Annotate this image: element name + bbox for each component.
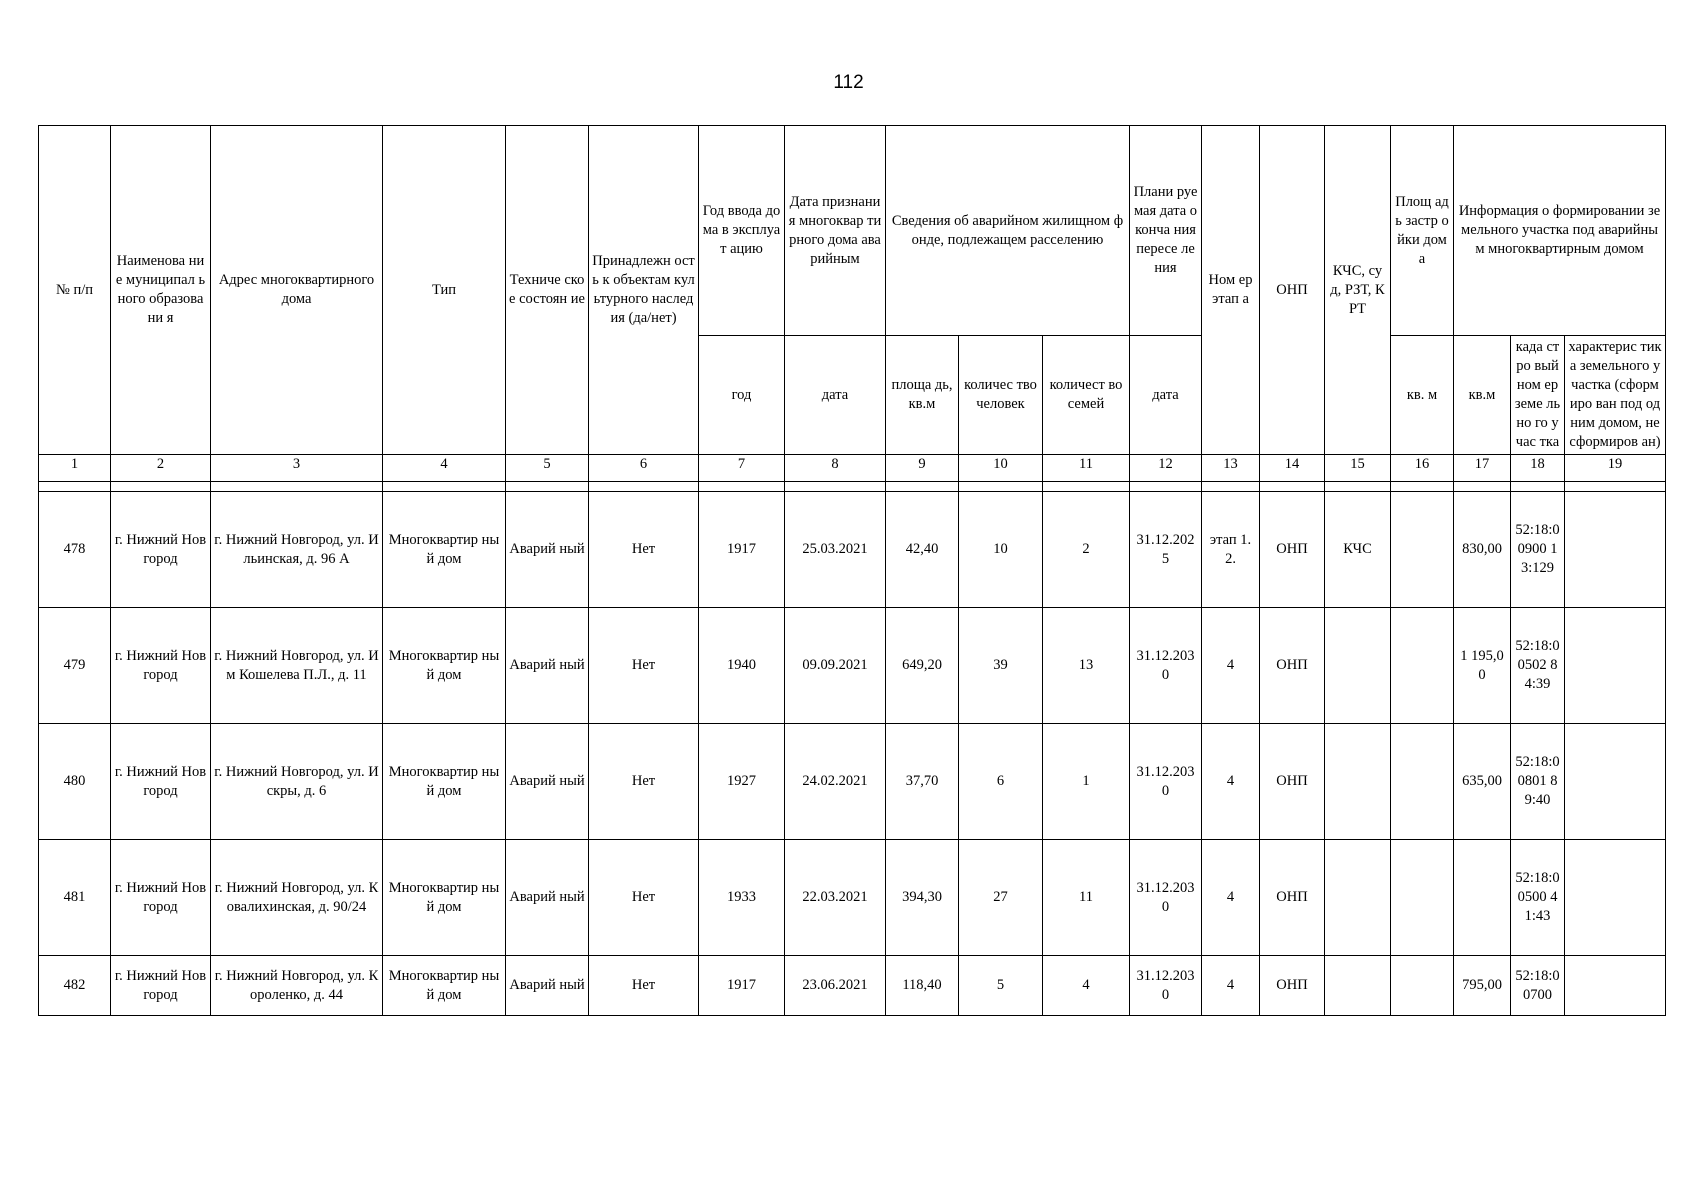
cell-onp: ОНП bbox=[1260, 724, 1325, 840]
cell-built-area bbox=[1391, 956, 1454, 1016]
cell-families: 1 bbox=[1043, 724, 1130, 840]
cell-type: Многоквартир ный дом bbox=[383, 608, 506, 724]
cell-plan-date: 31.12.2025 bbox=[1130, 492, 1202, 608]
column-number: 6 bbox=[589, 455, 699, 482]
cell-address: г. Нижний Новгород, ул. Искры, д. 6 bbox=[211, 724, 383, 840]
cell-no: 482 bbox=[39, 956, 111, 1016]
column-number: 9 bbox=[886, 455, 959, 482]
header-emergency-info: Сведения об аварийном жилищном фонде, подлежащем расселению bbox=[886, 126, 1130, 336]
header-row-main bbox=[39, 126, 1666, 336]
cell-stage: этап 1.2. bbox=[1202, 492, 1260, 608]
cell-onp: ОНП bbox=[1260, 608, 1325, 724]
cell-stage: 4 bbox=[1202, 956, 1260, 1016]
column-number-row bbox=[39, 455, 1666, 482]
cell-land-char bbox=[1565, 608, 1666, 724]
cell-address: г. Нижний Новгород, ул. Им Кошелева П.Л., д. 11 bbox=[211, 608, 383, 724]
column-number: 13 bbox=[1202, 455, 1260, 482]
header-address: Адрес многоквартирного дома bbox=[211, 126, 383, 455]
cell-land-area: 1 195,00 bbox=[1454, 608, 1511, 724]
cell-date: 09.09.2021 bbox=[785, 608, 886, 724]
cell-land-char bbox=[1565, 956, 1666, 1016]
column-number: 7 bbox=[699, 455, 785, 482]
cell-heritage: Нет bbox=[589, 608, 699, 724]
header-built-area: Площ адь застр ойки дома bbox=[1391, 126, 1454, 336]
subheader-people: количес тво человек bbox=[959, 336, 1043, 455]
column-number: 1 bbox=[39, 455, 111, 482]
cell-plan-date: 31.12.2030 bbox=[1130, 724, 1202, 840]
cell-condition: Аварий ный bbox=[506, 840, 589, 956]
cell-cadastral: 52:18:00502 84:39 bbox=[1511, 608, 1565, 724]
cell-land-char bbox=[1565, 724, 1666, 840]
cell-cadastral: 52:18:00900 13:129 bbox=[1511, 492, 1565, 608]
cell-plan-date: 31.12.2030 bbox=[1130, 608, 1202, 724]
cell-area: 118,40 bbox=[886, 956, 959, 1016]
cell-year: 1917 bbox=[699, 492, 785, 608]
column-number: 3 bbox=[211, 455, 383, 482]
cell-condition: Аварий ный bbox=[506, 724, 589, 840]
cell-date: 24.02.2021 bbox=[785, 724, 886, 840]
subheader-plan-date: дата bbox=[1130, 336, 1202, 455]
column-number: 10 bbox=[959, 455, 1043, 482]
cell-land-area: 635,00 bbox=[1454, 724, 1511, 840]
header-kchs: КЧС, суд, РЗТ, КРТ bbox=[1325, 126, 1391, 455]
subheader-land-area-unit: кв.м bbox=[1454, 336, 1511, 455]
page-number: 112 bbox=[833, 72, 864, 93]
cell-address: г. Нижний Новгород, ул. Короленко, д. 44 bbox=[211, 956, 383, 1016]
subheader-date: дата bbox=[785, 336, 886, 455]
cell-onp: ОНП bbox=[1260, 492, 1325, 608]
cell-municipality: г. Нижний Новгород bbox=[111, 608, 211, 724]
column-number: 12 bbox=[1130, 455, 1202, 482]
cell-heritage: Нет bbox=[589, 724, 699, 840]
cell-people: 39 bbox=[959, 608, 1043, 724]
column-number: 19 bbox=[1565, 455, 1666, 482]
subheader-year: год bbox=[699, 336, 785, 455]
column-number: 11 bbox=[1043, 455, 1130, 482]
cell-type: Многоквартир ный дом bbox=[383, 840, 506, 956]
column-number: 18 bbox=[1511, 455, 1565, 482]
header-type: Тип bbox=[383, 126, 506, 455]
cell-address: г. Нижний Новгород, ул. Ковалихинская, д. 90/24 bbox=[211, 840, 383, 956]
cell-date: 23.06.2021 bbox=[785, 956, 886, 1016]
cell-people: 6 bbox=[959, 724, 1043, 840]
emergency-housing-table bbox=[38, 125, 1666, 1016]
header-date-recognized: Дата признания многоквар тирного дома аварийным bbox=[785, 126, 886, 336]
cell-area: 649,20 bbox=[886, 608, 959, 724]
subheader-area: площа дь, кв.м bbox=[886, 336, 959, 455]
cell-year: 1933 bbox=[699, 840, 785, 956]
cell-condition: Аварий ный bbox=[506, 492, 589, 608]
cell-families: 13 bbox=[1043, 608, 1130, 724]
column-number: 16 bbox=[1391, 455, 1454, 482]
cell-cadastral: 52:18:00700 bbox=[1511, 956, 1565, 1016]
table-row bbox=[39, 608, 1666, 724]
cell-plan-date: 31.12.2030 bbox=[1130, 956, 1202, 1016]
cell-no: 480 bbox=[39, 724, 111, 840]
cell-municipality: г. Нижний Новгород bbox=[111, 724, 211, 840]
cell-heritage: Нет bbox=[589, 840, 699, 956]
header-onp: ОНП bbox=[1260, 126, 1325, 455]
cell-cadastral: 52:18:00500 41:43 bbox=[1511, 840, 1565, 956]
cell-built-area bbox=[1391, 724, 1454, 840]
cell-area: 394,30 bbox=[886, 840, 959, 956]
cell-condition: Аварий ный bbox=[506, 608, 589, 724]
header-no: № п/п bbox=[39, 126, 111, 455]
cell-built-area bbox=[1391, 492, 1454, 608]
subheader-built-area-unit: кв. м bbox=[1391, 336, 1454, 455]
header-land-char: характерис тика земельного участка (сформиро ван под одним домом, не сформиров ан) bbox=[1565, 336, 1666, 455]
cell-families: 2 bbox=[1043, 492, 1130, 608]
cell-municipality: г. Нижний Новгород bbox=[111, 840, 211, 956]
cell-area: 42,40 bbox=[886, 492, 959, 608]
table-row bbox=[39, 956, 1666, 1016]
cell-type: Многоквартир ный дом bbox=[383, 492, 506, 608]
cell-condition: Аварий ный bbox=[506, 956, 589, 1016]
cell-no: 479 bbox=[39, 608, 111, 724]
cell-families: 11 bbox=[1043, 840, 1130, 956]
cell-cadastral: 52:18:00801 89:40 bbox=[1511, 724, 1565, 840]
cell-land-area: 795,00 bbox=[1454, 956, 1511, 1016]
cell-people: 27 bbox=[959, 840, 1043, 956]
cell-area: 37,70 bbox=[886, 724, 959, 840]
cell-year: 1927 bbox=[699, 724, 785, 840]
cell-heritage: Нет bbox=[589, 492, 699, 608]
cell-municipality: г. Нижний Новгород bbox=[111, 492, 211, 608]
column-number: 5 bbox=[506, 455, 589, 482]
subheader-families: количест во семей bbox=[1043, 336, 1130, 455]
header-cadastral: када стро вый ном ер земе льно го учас тка bbox=[1511, 336, 1565, 455]
header-planned-date: Плани руемая дата оконча ния пересе ления bbox=[1130, 126, 1202, 336]
cell-onp: ОНП bbox=[1260, 840, 1325, 956]
cell-kchs bbox=[1325, 956, 1391, 1016]
cell-land-char bbox=[1565, 492, 1666, 608]
cell-municipality: г. Нижний Новгород bbox=[111, 956, 211, 1016]
cell-kchs bbox=[1325, 608, 1391, 724]
header-land-info: Информация о формировании земельного участка под аварийным многоквартирным домом bbox=[1454, 126, 1666, 336]
header-year-built: Год ввода дома в эксплуат ацию bbox=[699, 126, 785, 336]
cell-date: 22.03.2021 bbox=[785, 840, 886, 956]
cell-stage: 4 bbox=[1202, 608, 1260, 724]
cell-type: Многоквартир ный дом bbox=[383, 956, 506, 1016]
cell-kchs bbox=[1325, 840, 1391, 956]
cell-plan-date: 31.12.2030 bbox=[1130, 840, 1202, 956]
cell-onp: ОНП bbox=[1260, 956, 1325, 1016]
cell-kchs bbox=[1325, 724, 1391, 840]
column-number: 17 bbox=[1454, 455, 1511, 482]
cell-type: Многоквартир ный дом bbox=[383, 724, 506, 840]
cell-built-area bbox=[1391, 840, 1454, 956]
column-number: 4 bbox=[383, 455, 506, 482]
column-number: 8 bbox=[785, 455, 886, 482]
cell-land-char bbox=[1565, 840, 1666, 956]
header-heritage: Принадлежн ость к объектам культурного наследия (да/нет) bbox=[589, 126, 699, 455]
cell-land-area: 830,00 bbox=[1454, 492, 1511, 608]
cell-stage: 4 bbox=[1202, 724, 1260, 840]
cell-year: 1940 bbox=[699, 608, 785, 724]
spacer-row bbox=[39, 482, 1666, 492]
header-stage: Ном ер этап а bbox=[1202, 126, 1260, 455]
cell-families: 4 bbox=[1043, 956, 1130, 1016]
table-row bbox=[39, 724, 1666, 840]
cell-heritage: Нет bbox=[589, 956, 699, 1016]
column-number: 14 bbox=[1260, 455, 1325, 482]
table-row bbox=[39, 492, 1666, 608]
header-municipality: Наименова ние муниципал ьного образовани я bbox=[111, 126, 211, 455]
cell-people: 5 bbox=[959, 956, 1043, 1016]
cell-land-area bbox=[1454, 840, 1511, 956]
cell-built-area bbox=[1391, 608, 1454, 724]
header-condition: Техниче ское состоян ие bbox=[506, 126, 589, 455]
cell-date: 25.03.2021 bbox=[785, 492, 886, 608]
cell-year: 1917 bbox=[699, 956, 785, 1016]
cell-address: г. Нижний Новгород, ул. Ильинская, д. 96 А bbox=[211, 492, 383, 608]
cell-people: 10 bbox=[959, 492, 1043, 608]
cell-no: 481 bbox=[39, 840, 111, 956]
column-number: 2 bbox=[111, 455, 211, 482]
cell-no: 478 bbox=[39, 492, 111, 608]
table-row bbox=[39, 840, 1666, 956]
cell-kchs: КЧС bbox=[1325, 492, 1391, 608]
cell-stage: 4 bbox=[1202, 840, 1260, 956]
column-number: 15 bbox=[1325, 455, 1391, 482]
